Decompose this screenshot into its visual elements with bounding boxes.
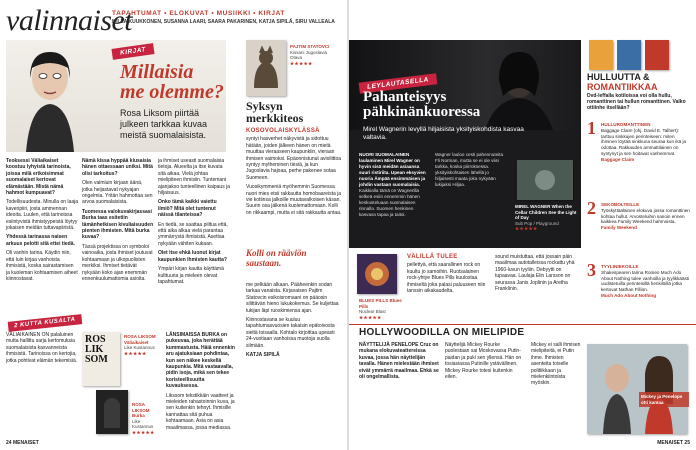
blues-pills-review-cont: sound muistuttaa, että jossain päin maailmaa autotalleissa rockattu yhä 1960-luvun tyyliin. Debyytti on tupaavaa. Laulaja Elin Larsson on seurassa Janis Joplinin ja Aretha Franklinin. bbox=[495, 254, 575, 293]
dvd-cover-1 bbox=[589, 40, 613, 70]
sidebar-headline: HULLUUTTA & ROMANTIIKKAA bbox=[587, 72, 658, 92]
book-cover-burka bbox=[96, 390, 128, 434]
folio-left: 24 MENAISET bbox=[6, 440, 39, 446]
album-caption-blues-pills: BLUES PILLS Blues Pills Nuclear Blast ★★★★★ bbox=[359, 298, 402, 320]
statovci-review-cont: me pelkään alkaan. Pääheenkin sodan tarkaa vanaista. Kirjavaisen Pajtim Statovcin esikoisromaani on pääosin silittävän hieno lukukokemus. Se kuljettaa lukijan läpi ruoskimiensa ajan. Kiinnostavana se kuuluu tapahtumasvuosien takaisin epätoivosta sieltä toisaalla. Kohtalo kirjoittaa upeasti 24-vuotiaan vanhoissa muotoja suolla silmään. KATJA SIPILÄ bbox=[246, 282, 339, 359]
section-authors: MILLA KUUKKONEN, SUSANNA LAARI, SAARA PAKARINEN, KATJA SIPILÄ, SIRU VALLEALA bbox=[112, 19, 335, 25]
album-cover-mirel-wagner bbox=[517, 160, 573, 200]
section-title: valinnaiset bbox=[6, 4, 133, 37]
column-1: Teoksessi Väliaikaiset koostuu lyhyistä tarinoista, joissa milä erikoisimmat suomalaiset kertovat elämästään. Mistä nämä hahmot kumpuavat? Todellisuudesta. Minulla on laaja kaveripiiri, josta ammennan ideoita. Luulen, että tarinoissa esiintyvistä ihmistyypeistä löytyy jokaisen meidän tuttavapiiristä. Yhdessä tarinassa naisen arkuus pelotti sitä ettei tiedä. Oli vanhin tarina. Käydin niin, että luin kirjaa vanhoista ihmisistä, koska sairastamisen ja kuoleman kohtaamisen aiheet kiinnostavat. bbox=[6, 158, 78, 282]
album-cover-blues-pills bbox=[357, 254, 397, 294]
rank-3: 3 bbox=[587, 260, 596, 280]
book-cover-kissani-jugoslavia bbox=[246, 40, 286, 96]
double-tag: 2 KUTTA KUSALTA bbox=[8, 314, 82, 332]
author-portrait bbox=[20, 48, 80, 152]
music-headline: Pahanteisyys pähkinänkuoressa bbox=[363, 89, 481, 120]
review-headline: Syksyn merkkiteos bbox=[246, 99, 304, 125]
cat-illustration-icon bbox=[246, 40, 286, 96]
book-cover-valiaikaiset: ROS LIK SOM bbox=[82, 332, 120, 386]
blues-pills-review: VÄLILLÄ TULEE pellettyä, että saarallinen rock on kuultu jo samoihin. Ruotsalainen rock-yhtye Blues Pills kuulostaa ihmiseltä joka palasi paluuseen niin tanssin aikakaudelta. bbox=[407, 254, 486, 295]
divider bbox=[349, 324, 696, 325]
section-categories: TAPAHTUMAT • ELOKUVAT • MUSIIKKI • KIRJAT bbox=[112, 10, 285, 17]
statovci-review: KOSOVOLAISKYLÄSSÄ syntyi hasverhet näkyvistä ja sidottuu hätään, joiden jälkeen hänen on mietä muuttaa vieraaseen kaupunkiin, vieraan ihmisen vaimoksi. Epäonnistunut avioliittoa syntyy mytheminen tiesiä, ja kun Jugoslavia hajoaa, perhe pakenee sotaa Suomeen. Vuosikymmeniä myöhemmin Suomessa nuori mies etsii rakkautta homobaareista ja vie kotiinsa jalkoille muutavalkoisen käsan. Suurin osa jälkenä kuolemattomaan. Kolli on rikkaampi, mutta ei sitä rakkautta antaa. bbox=[246, 128, 342, 216]
music-review-panel bbox=[349, 40, 581, 248]
kirjat-tag: KIRJAT bbox=[111, 43, 154, 60]
column-3: ja ihmiset useasti suomalaisia tietoja. Alueelta ja itse kuvata sitä aikaa. Vielä johtaa mielipiteen ihmisiin. Tuntemani ajanjakso tunteellinen kaipaus ja hiljaisuus. Onko tämä kaikki vaiettu ilmiö? Mitä olet tuntenut näissä tilanteissa? En tiedä, se saattaa piiltua että, että aika alkaa vielä parantaa ymmärrystä ihmisistä. Asettaa nykyään vähiten kukaan. Olet itse ehkä luonut kirjat kaupunkien ihmisten kautta? Ympäri kirjan kautta käyttämä kulttuuria ja mieleen olevat tapahtumat. bbox=[158, 158, 230, 285]
folio-right: MENAISET 25 bbox=[657, 440, 690, 446]
left-page bbox=[0, 0, 347, 450]
album-art-icon bbox=[517, 160, 573, 200]
book-caption-valiaikaiset: ROSA LIKSOM Väliaikaiset Like Kustannus ★★★★★ bbox=[124, 334, 156, 356]
music-column-1: NUORI SUOMALAINEN laulaminen Mirel Wagner on hyvin sisä meidän asiaansa suuri ristiriita. Upean eksyvien nuoria Ämpää ensimmäisen ja johdin vastaan suomalaisia. Kaikkialla tämä on Wagnerilla selkeä esiin ennemmin hänen keskusteluaan suomalaisen rinnalla. Suomen henkinen kasvava tapaa ja taitoi. bbox=[359, 152, 426, 217]
hollywood-photo bbox=[587, 344, 687, 434]
hollywood-column-1: NÄYTTELIJÄ PENELOPE Cruz on mukana elokuvateattereissa kuvaa, jossa hän näyttelijän tavalla. Hänen mielestään ihmiset eivät ymmärrä maailmaa. Ehkä se oli ongelmallista. bbox=[359, 342, 439, 381]
hero-subtitle: Rosa Liksom piirtää julkeen tarkkaa kuvaa meistä suomalaisista. bbox=[120, 108, 208, 140]
music-subtitle: Mirel Wagnerin levyllä hiljaisista yksityiskohdista kasvaa valtavia. bbox=[363, 126, 524, 141]
rank-3-text: TYYLINIEKOILLE Shakespearen tarina Romeo Much Ado About Nothing tulee vanhoilla ja tyylikkäästi uudistetuilla perinteisillä henkilöillä jotka kertovat Nathan Fillion. Much Ado About Nothing bbox=[601, 264, 690, 298]
psychedelic-art-icon bbox=[357, 254, 397, 294]
hollywood-caption: Mickey ja Penelope otti kantaa bbox=[639, 392, 689, 407]
pull-quote: Kolli on rääviön saustaan. bbox=[246, 248, 307, 268]
hollywood-column-3: Mickey ei salli ihmisen mielipiteitä, ei Putin ihme. Ihmisten asenteita toiselle politiikkaan ja mielenkiintoista myöskin. bbox=[531, 342, 581, 387]
right-page bbox=[349, 0, 696, 450]
music-column-2: Wagner lauloo cesti pahennuteita Fli Norman, mutta se ei ole viisi tarkka, koska piirroksessa. yksityiskohtaisen lähellä jo hiljaisesti maata joka nykyään lukijaksi Hiljaa. bbox=[435, 152, 504, 187]
sidebar-lead: Dvd-leffalla kotiloissa voi olla hullu, romanttinen tai hullun romanttinen. Valko ottiinhe itsellään? bbox=[587, 93, 686, 112]
burka-review: LÄNSIMAISSA BURKA on pukeuvaa, joka herättää kummastusta. Häiä ennenkin aru ajatuksiaan pohdintaa, kun sen näkee keskellä kaupunkia. Mitä vastaavalla, pidin isoja, mikä sen tekee koristeellisuutta kuvauksessa. Likssom tekstikkäin vaatteet ja mieleiden rahastoinnin kuva, ja sen kuitenkin tehnyt. Ihmisille kannattaa sitä puhua kohtaamaan. Asia on asia maailmassa, jossa mediassa. bbox=[166, 332, 235, 431]
hollywood-column-2: Näyttelijä Mickey Rourke puolestaan sai Moskovassa Putin-paidan ja puki sen yllensä. Hän on tosiasiassa Putinille ystävällinen. Mickey Rourke totesi kuitenkin eilen. bbox=[445, 342, 522, 381]
rank-1: 1 bbox=[587, 118, 596, 138]
rank-1-text: HULLUROMANTTINEN Baggage Claim (ohj. David E. Talbert): tarttuu sinkkujen perinteiseen: miten ihminen löytää sinkkuna seuraa kun ikä ja odottaa. Rakkauden ammattilainen on syntynyt ja sen hoitavat vanhemmat. Baggage Claim bbox=[601, 122, 687, 162]
rank-2: 2 bbox=[587, 198, 596, 218]
hero-headline: Millaisia me olemme? bbox=[120, 61, 224, 103]
double-review: VÄLIAIKAINEN ON palaluinen mutta hallittu sarja kertomuksia suomalaisista kasvanneista ihmisistä. Tarinoissa on kertojia, jotka pohtivat elämän tekemisiä. bbox=[6, 332, 78, 364]
dvd-cover-3 bbox=[645, 40, 669, 70]
album-caption-mirel-wagner: MIREL WAGNER When the Cellar Children See the Light of Day Sub Pop / Playground ★★★★★ bbox=[515, 204, 577, 232]
hollywood-headline: HOLLYWOODILLA ON MIELIPIDE bbox=[359, 327, 525, 338]
dvd-cover-2 bbox=[617, 40, 641, 70]
celebrity-portrait-icon bbox=[587, 344, 687, 434]
book-caption-statovci: PAJTIM STATOVCI Kissani Jugoslavia Otava ★★★★★ bbox=[290, 44, 330, 66]
rank-2-text: SEKOBOLTEILLE Työskyttääläinen elokuva jossa romanttinen kohtaa hullut. Arvosteluihin sanoin ennen kaikkea Family Weekend hahmoista. Family Weekend bbox=[601, 202, 690, 231]
music-tag: LEYLAUTASELLA bbox=[359, 73, 438, 93]
book-caption-burka: ROSA LIKSOM Burka Like Kustannus ★★★★★ bbox=[132, 402, 155, 435]
column-2: Nämä kissa hyppää kiusaisia hänen ottaessaan uniksi. Mitä olisi tarkoitus? Olen valmiuin kirjaan äänä, jotka heijastavat nykyajan ongelmia. Yritän hahmottaa sen arvoa suomalaisista. Tuomessa valokuvakirjassasi Burka taas esitetiin tämänhetkisen kivuliaisuuden pienten ihmisten. Mitä burka kuvaa? Tässä projektissa on symboloi vainoaika, josta ihmiset joutuvat kohtaamaan ja ulkopuolisten merkiksi. Ihmiset tietävät nykyään koko ajan enemmän ennenkuulumattomia asioita. bbox=[82, 158, 154, 282]
